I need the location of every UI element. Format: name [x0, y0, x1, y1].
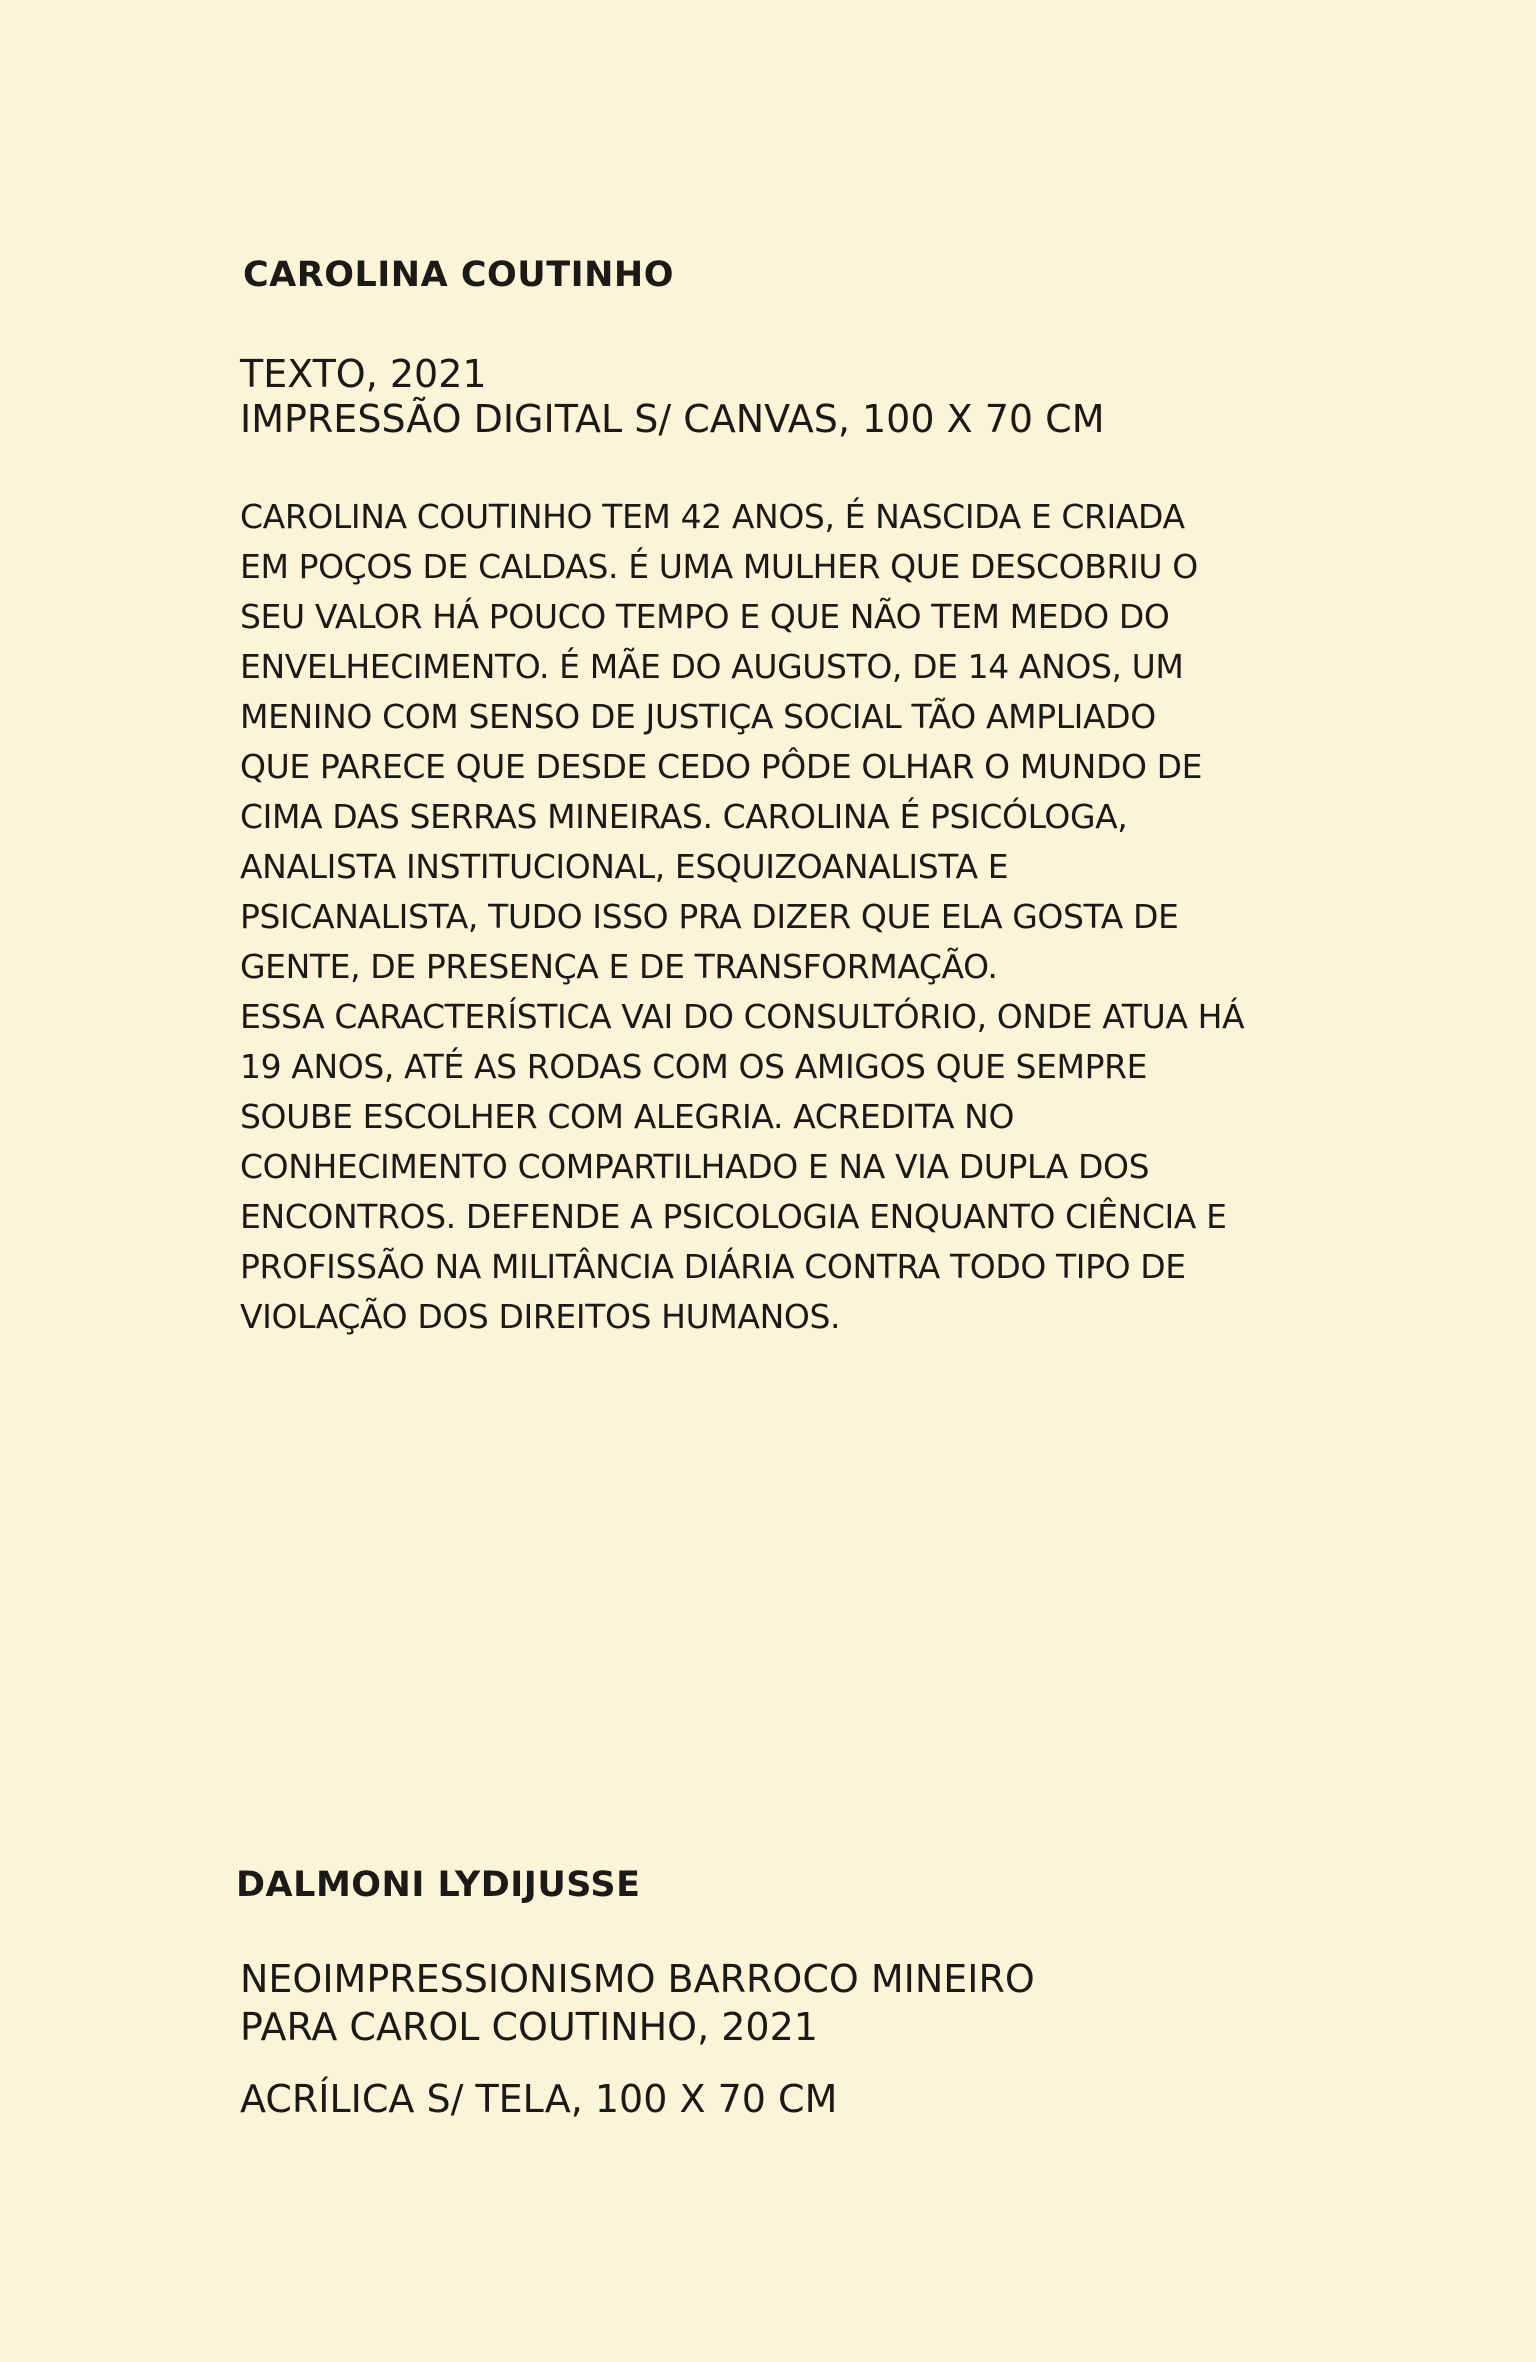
artist-name-dalmoni: DALMONI LYDIJUSSE	[236, 1865, 641, 1905]
work-medium-neoimpressionismo: ACRÍLICA S/ TELA, 100 X 70 CM	[240, 2077, 838, 2121]
bio-line: GENTE, DE PRESENÇA E DE TRANSFORMAÇÃO.	[240, 947, 998, 986]
work-title-line2-neoimpressionismo: PARA CAROL COUTINHO, 2021	[240, 2005, 818, 2049]
bio-line: ANALISTA INSTITUCIONAL, ESQUIZOANALISTA E	[240, 847, 1009, 886]
bio-line: PSICANALISTA, TUDO ISSO PRA DIZER QUE ELA GOSTA DE	[240, 897, 1179, 936]
bio-line: ENCONTROS. DEFENDE A PSICOLOGIA ENQUANTO CIÊNCIA E	[240, 1197, 1227, 1236]
bio-line: SEU VALOR HÁ POUCO TEMPO E QUE NÃO TEM MEDO DO	[240, 597, 1170, 636]
bio-line: VIOLAÇÃO DOS DIREITOS HUMANOS.	[240, 1297, 841, 1336]
bio-line: MENINO COM SENSO DE JUSTIÇA SOCIAL TÃO AMPLIADO	[240, 697, 1156, 736]
bio-line: CIMA DAS SERRAS MINEIRAS. CAROLINA É PSICÓLOGA,	[240, 797, 1128, 836]
bio-line: ESSA CARACTERÍSTICA VAI DO CONSULTÓRIO, ONDE ATUA HÁ	[240, 997, 1245, 1036]
work-title-texto: TEXTO, 2021	[240, 352, 487, 396]
work-title-line1-neoimpressionismo: NEOIMPRESSIONISMO BARROCO MINEIRO	[240, 1957, 1035, 2001]
artist-bio-carolina	[240, 492, 1340, 1342]
bio-line: 19 ANOS, ATÉ AS RODAS COM OS AMIGOS QUE SEMPRE	[240, 1047, 1148, 1086]
bio-line: EM POÇOS DE CALDAS. É UMA MULHER QUE DESCOBRIU O	[240, 547, 1198, 586]
bio-line: CONHECIMENTO COMPARTILHADO E NA VIA DUPLA DOS	[240, 1147, 1150, 1186]
bio-line: SOUBE ESCOLHER COM ALEGRIA. ACREDITA NO	[240, 1097, 1015, 1136]
bio-line: QUE PARECE QUE DESDE CEDO PÔDE OLHAR O MUNDO DE	[240, 747, 1203, 786]
artist-name-carolina: CAROLINA COUTINHO	[243, 255, 674, 295]
bio-line: ENVELHECIMENTO. É MÃE DO AUGUSTO, DE 14 ANOS, UM	[240, 647, 1184, 686]
bio-line: PROFISSÃO NA MILITÂNCIA DIÁRIA CONTRA TODO TIPO DE	[240, 1247, 1186, 1286]
work-medium-texto: IMPRESSÃO DIGITAL S/ CANVAS, 100 X 70 CM	[240, 397, 1105, 441]
bio-line: CAROLINA COUTINHO TEM 42 ANOS, É NASCIDA E CRIADA	[240, 497, 1185, 536]
